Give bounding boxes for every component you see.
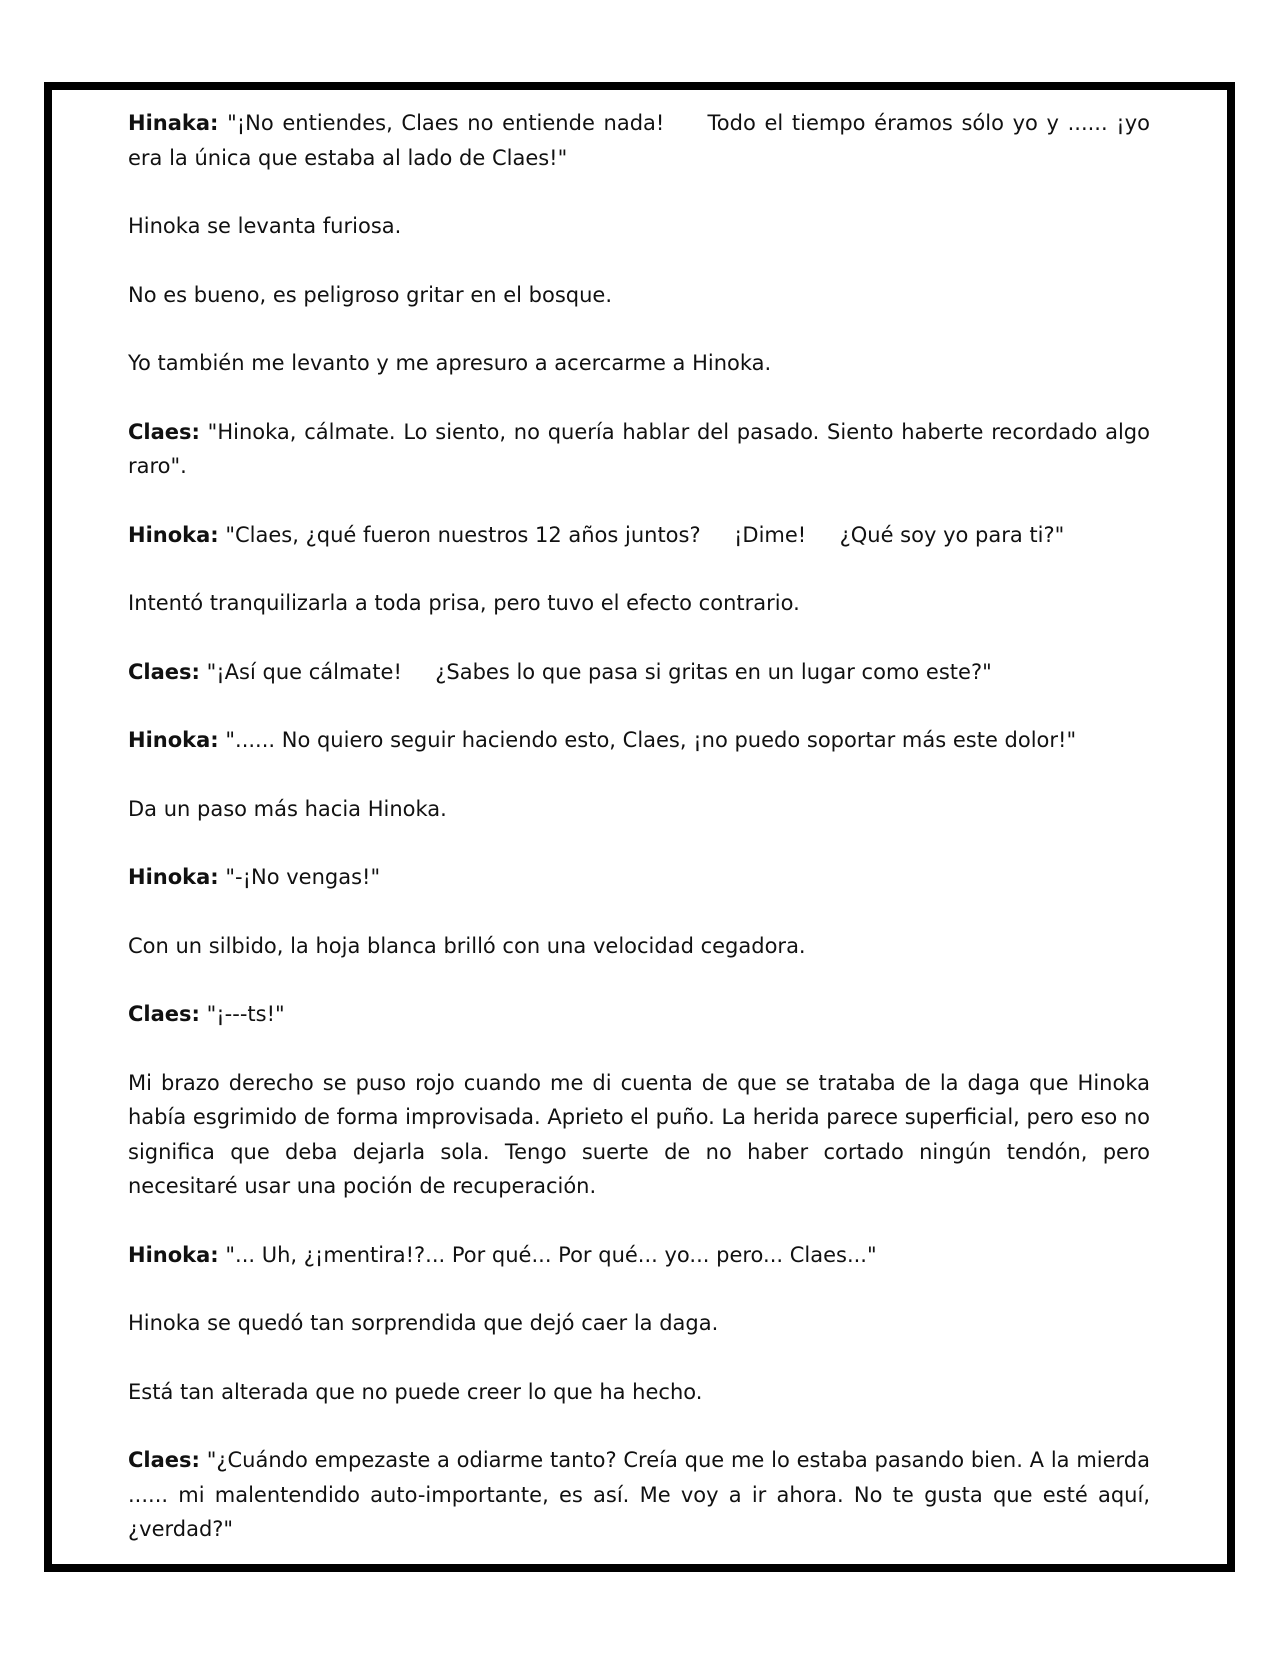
paragraph-text: "-¡No vengas!": [218, 865, 381, 889]
paragraph-2: [128, 209, 1150, 244]
paragraph-3: [128, 278, 1150, 313]
paragraph-18: [128, 1443, 1150, 1547]
paragraph-8: [128, 655, 1150, 690]
paragraph-text: Mi brazo derecho se puso rojo cuando me di cuenta de que se trataba de la daga que Hinoka había esgrimido de forma improvisada. Aprieto el puño. La herida parece superficial, pero eso no significa que deba dejarla sola. Tengo suerte de no haber cortado ningún tendón, pero necesitaré usar una poción de recuperación.: [128, 1070, 1150, 1198]
paragraph-text: "... Uh, ¿¡mentira!?... Por qué... Por qué... yo... pero... Claes...": [218, 1242, 877, 1267]
story-text: [128, 106, 1157, 1547]
paragraph-6: [128, 518, 1150, 553]
speaker-label: Claes:: [128, 419, 200, 444]
paragraph-text: Hinoka se levanta furiosa.: [128, 214, 402, 238]
paragraph-10: [128, 792, 1150, 827]
speaker-label: Hinoka:: [128, 865, 219, 889]
paragraph-text: "Claes, ¿qué fueron nuestros 12 años juntos? ¡Dime! ¿Qué soy yo para ti?": [218, 522, 1065, 547]
paragraph-9: [128, 723, 1150, 758]
paragraph-5: [128, 415, 1150, 484]
paragraph-text: No es bueno, es peligroso gritar en el bosque.: [128, 282, 613, 307]
paragraph-text: Yo también me levanto y me apresuro a acercarme a Hinoka.: [128, 351, 772, 375]
paragraph-text: "¡No entiendes, Claes no entiende nada! Todo el tiempo éramos sólo yo y ...... ¡yo era la única que estaba al lado de Claes!": [128, 111, 1157, 170]
paragraph-text: "¡---ts!": [199, 1002, 285, 1026]
paragraph-text: Hinoka se quedó tan sorprendida que dejó caer la daga.: [128, 1311, 719, 1335]
paragraph-text: Intentó tranquilizarla a toda prisa, pero tuvo el efecto contrario.: [128, 591, 800, 615]
paragraph-16: [128, 1306, 1150, 1341]
paragraph-15: [128, 1238, 1150, 1273]
paragraph-7: [128, 586, 1150, 621]
speaker-label: Claes:: [128, 1448, 200, 1472]
paragraph-13: [128, 997, 1150, 1032]
paragraph-17: [128, 1375, 1150, 1410]
paragraph-14: [128, 1066, 1150, 1204]
paragraph-text: "¿Cuándo empezaste a odiarme tanto? Creía que me lo estaba pasando bien. A la mierda ...... mi malentendido auto-importante, es así. Me voy a ir ahora. No te gusta que esté aquí, ¿verdad?": [128, 1448, 1150, 1541]
speaker-label: Hinoka:: [128, 728, 219, 752]
speaker-label: Claes:: [128, 659, 200, 684]
paragraph-4: [128, 346, 1150, 381]
paragraph-text: Está tan alterada que no puede creer lo que ha hecho.: [128, 1379, 703, 1404]
paragraph-11: [128, 860, 1150, 895]
speaker-label: Hinaka:: [128, 111, 219, 135]
paragraph-12: [128, 929, 1150, 964]
speaker-label: Hinoka:: [128, 1242, 219, 1267]
paragraph-text: "...... No quiero seguir haciendo esto, Claes, ¡no puedo soportar más este dolor!": [218, 728, 1077, 752]
speaker-label: Claes:: [128, 1002, 200, 1026]
paragraph-text: "Hinoka, cálmate. Lo siento, no quería hablar del pasado. Siento haberte recordado algo raro".: [128, 419, 1150, 478]
paragraph-text: "¡Así que cálmate! ¿Sabes lo que pasa si gritas en un lugar como este?": [199, 659, 992, 684]
paragraph-text: Con un silbido, la hoja blanca brilló con una velocidad cegadora.: [128, 933, 806, 958]
paragraph-1: [128, 106, 1157, 175]
paragraph-text: Da un paso más hacia Hinoka.: [128, 796, 447, 821]
speaker-label: Hinoka:: [128, 522, 219, 547]
